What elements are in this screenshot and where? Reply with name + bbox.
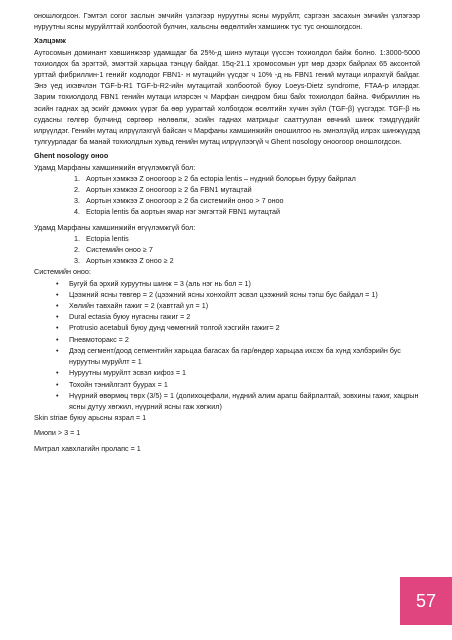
list-item: 1. Аортын хэмжээ Z оноогоор ≥ 2 ба ectopia lentis – нүдний болорын буруу байрлал [82, 173, 420, 184]
systemic-score-list [34, 278, 420, 412]
list-item: • Пневмоторакс = 2 [56, 334, 420, 345]
list-item: • Dural ectasia буюу нугасны гажиг = 2 [56, 311, 420, 322]
discussion-paragraph: Аутосомын доминант хэвшинжээр удамшдаг ба 25%-д шинэ мутаци үүссэн тохиолдол байж болно. 1:3000-5000 тохиолдох ба эрэгтэй, эмэгтэй харьцаа тэнцүү байдаг. 15q-21.1 хромосомын урт мөр дээрх байрлах 65 аксонтой урттай фибриллин-1 генийг кодлодог FBN1- н мутацийн үүсдэг ч 10% -д нь FBN1 гений мутаци илрахгүй байдаг. Энэ үед ихэвчлэн TGF-b-R1 TGF-b-R2-ийн мутацитай холбоотой буюу Loeys-Dietz syndrome, FTAA-р илэрдэг. Зарим тохиолдолд FBN1 генийн мутаци илэрсэн ч Марфан синдром биш байх тохиолдол байна. Фибриллин нь эсийн гаднах эд эсийг дэмжих үүрэг ба өөр уурагтай холбогдож өсөлтийн хүчин зүйл (TGF-β) үүсгэдэг. TGF-β нь судасны гөлгөр булчинд сөргөөр нөлөөлж, эсийн гаднах матрицыг сааттуулан өвчний шинж тэмдгүүдийг илрүүлдэг. Генийн мутац илрүүлэхгүй байсан ч Марфаны хамшинжийн оношилгоо нь эмнэлзүйд илрэх шинжүүдэд тулгуурладаг ба манай тохиолдлын хувьд генийн мутац илрүүлээгүй ч Ghent nosology оноогоор оношлогдсон. [34, 47, 420, 147]
tail-line: Skin striae буюу арьсны язрал = 1 [34, 413, 147, 423]
list-item: • Тохойн тэнийлгэлт буурах = 1 [56, 379, 420, 390]
list-item: 3. Аортын хэмжээ Z оноо ≥ 2 [82, 255, 420, 266]
tail-line: Миопи > 3 = 1 [34, 428, 81, 438]
list-item: • Нуруутны муруйлт эсвэл кифоз = 1 [56, 367, 420, 378]
family-criteria-list [34, 173, 420, 218]
page-number: 57 [415, 590, 437, 611]
family-history-title: Удамд Марфаны хамшинжийн өгүүлэмжгүй бол: [34, 162, 196, 172]
list-item: • Нүүрний өвөрмөц төрх (3/5) = 1 (долихоцефали, нүдний алим арагш байрлалтай, зовхины гажиг, хацрын ясны дутуу хөгжил, нүүрний ясны гаж хөгжил) [56, 390, 420, 412]
intro-paragraph: оношлогдсон. Гэмтэл согог заслын эмчийн үзлэгээр нуруутны ясны муруйлт, сэргээн засахын эмчийн үзлэгээр нуруутны ясны муруйлттай холбоотой булчин, хальсны өөдөлтийн хамшинж тус тус оношлогдсон. [34, 11, 420, 32]
list-item: 1. Ectopia lentis [82, 233, 420, 244]
list-item: 2. Аортын хэмжээ Z оноогоор ≥ 2 ба FBN1 мутацтай [82, 184, 420, 195]
list-item: • Хөлийн тавхайн гажиг = 2 (хавтгай ул = 1) [56, 300, 420, 311]
document-body [34, 10, 420, 454]
list-item: 3. Аортын хэмжээ Z оноогоор ≥ 2 ба системийн оноо > 7 оноо [82, 195, 420, 206]
section-heading-discussion: Хэлцэмж [34, 36, 66, 46]
list-item: 4. Ectopia lentis ба аортын ямар нэг эмгэгтэй FBN1 мутацтай [82, 206, 420, 217]
family-criteria-list-2 [34, 233, 420, 267]
family-history-title-2: Удамд Марфаны хамшинжийн өгүүлэмжгүй бол: [34, 222, 196, 232]
page-number-badge [400, 577, 452, 625]
tail-line: Митрал хавхлагийн пролапс = 1 [34, 443, 141, 453]
list-item: • Цээжний ясны төвгөр = 2 (цээжний ясны хонхойлт эсвэл цээжний ясны тэгш бус байдал = 1) [56, 289, 420, 300]
list-item: • Бугуй ба эрхий хуруутны шинж = 3 (аль нэг нь бол = 1) [56, 278, 420, 289]
list-item: 2. Системийн оноо ≥ 7 [82, 244, 420, 255]
section-heading-ghent: Ghent nosology оноо [34, 151, 109, 161]
list-item: • Protrusio acetabuli буюу дунд чөмөгний толгой хэсгийн гажиг= 2 [56, 322, 420, 333]
systemic-score-title: Системийн оноо: [34, 267, 91, 277]
list-item: • Дээд сегмент/доод сегментийн харьцаа багасах ба гар/өндөр харьцаа ихсэх ба хүнд хэлбэрийн бус нуруутны муруйлт = 1 [56, 345, 420, 367]
